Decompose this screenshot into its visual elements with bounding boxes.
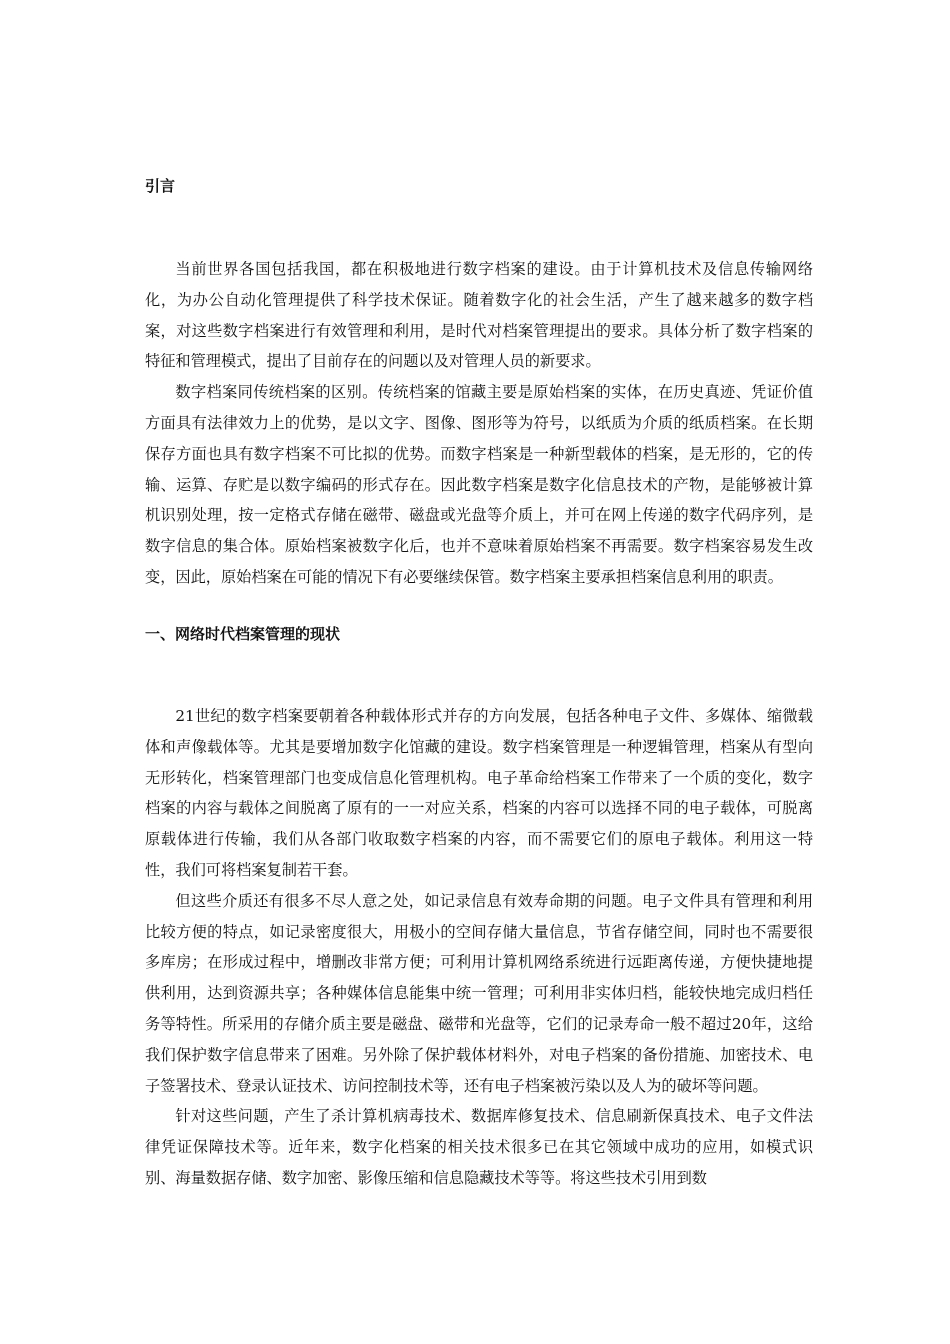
section1-body <box>145 701 813 1194</box>
intro-body <box>145 254 813 593</box>
paragraph: 数字档案同传统档案的区别。传统档案的馆藏主要是原始档案的实体，在历史真迹、凭证价值方面具有法律效力上的优势，是以文字、图像、图形等为符号，以纸质为介质的纸质档案。在长期保存方面也具有数字档案不可比拟的优势。而数字档案是一种新型载体的档案，是无形的，它的传输、运算、存贮是以数字编码的形式存在。因此数字档案是数字化信息技术的产物，是能够被计算机识别处理，按一定格式存储在磁带、磁盘或光盘等介质上，并可在网上传递的数字代码序列，是数字信息的集合体。原始档案被数字化后，也并不意味着原始档案不再需要。数字档案容易发生改变，因此，原始档案在可能的情况下有必要继续保管。数字档案主要承担档案信息利用的职责。 <box>145 383 813 586</box>
section-heading-intro: 引言 <box>145 177 176 195</box>
paragraph: 针对这些问题，产生了杀计算机病毒技术、数据库修复技术、信息刷新保真技术、电子文件法律凭证保障技术等。近年来，数字化档案的相关技术很多已在其它领域中成功的应用，如模式识别、海量数据存储、数字加密、影像压缩和信息隐藏技术等等。将这些技术引用到数 <box>145 1107 813 1187</box>
paragraph: 21世纪的数字档案要朝着各种载体形式并存的方向发展，包括各种电子文件、多媒体、缩微载体和声像载体等。尤其是要增加数字化馆藏的建设。数字档案管理是一种逻辑管理，档案从有型向无形转化，档案管理部门也变成信息化管理机构。电子革命给档案工作带来了一个质的变化，数字档案的内容与载体之间脱离了原有的一一对应关系，档案的内容可以选择不同的电子载体，可脱离原载体进行传输，我们从各部门收取数字档案的内容，而不需要它们的原电子载体。利用这一特性，我们可将档案复制若干套。 <box>145 707 813 879</box>
section-heading-1: 一、网络时代档案管理的现状 <box>145 625 341 643</box>
paragraph: 但这些介质还有很多不尽人意之处，如记录信息有效寿命期的问题。电子文件具有管理和利用比较方便的特点，如记录密度很大，用极小的空间存储大量信息，节省存储空间，同时也不需要很多库房；在形成过程中，增删改非常方便；可利用计算机网络系统进行远距离传递，方便快捷地提供利用，达到资源共享；各种媒体信息能集中统一管理；可利用非实体归档，能较快地完成归档任务等特性。所采用的存储介质主要是磁盘、磁带和光盘等，它们的记录寿命一般不超过20年，这给我们保护数字信息带来了困难。另外除了保护载体材料外，对电子档案的备份措施、加密技术、电子签署技术、登录认证技术、访问控制技术等，还有电子档案被污染以及人为的破坏等问题。 <box>145 891 813 1095</box>
paragraph: 当前世界各国包括我国，都在积极地进行数字档案的建设。由于计算机技术及信息传输网络化，为办公自动化管理提供了科学技术保证。随着数字化的社会生活，产生了越来越多的数字档案，对这些数字档案进行有效管理和利用，是时代对档案管理提出的要求。具体分析了数字档案的特征和管理模式，提出了目前存在的问题以及对管理人员的新要求。 <box>145 260 813 371</box>
